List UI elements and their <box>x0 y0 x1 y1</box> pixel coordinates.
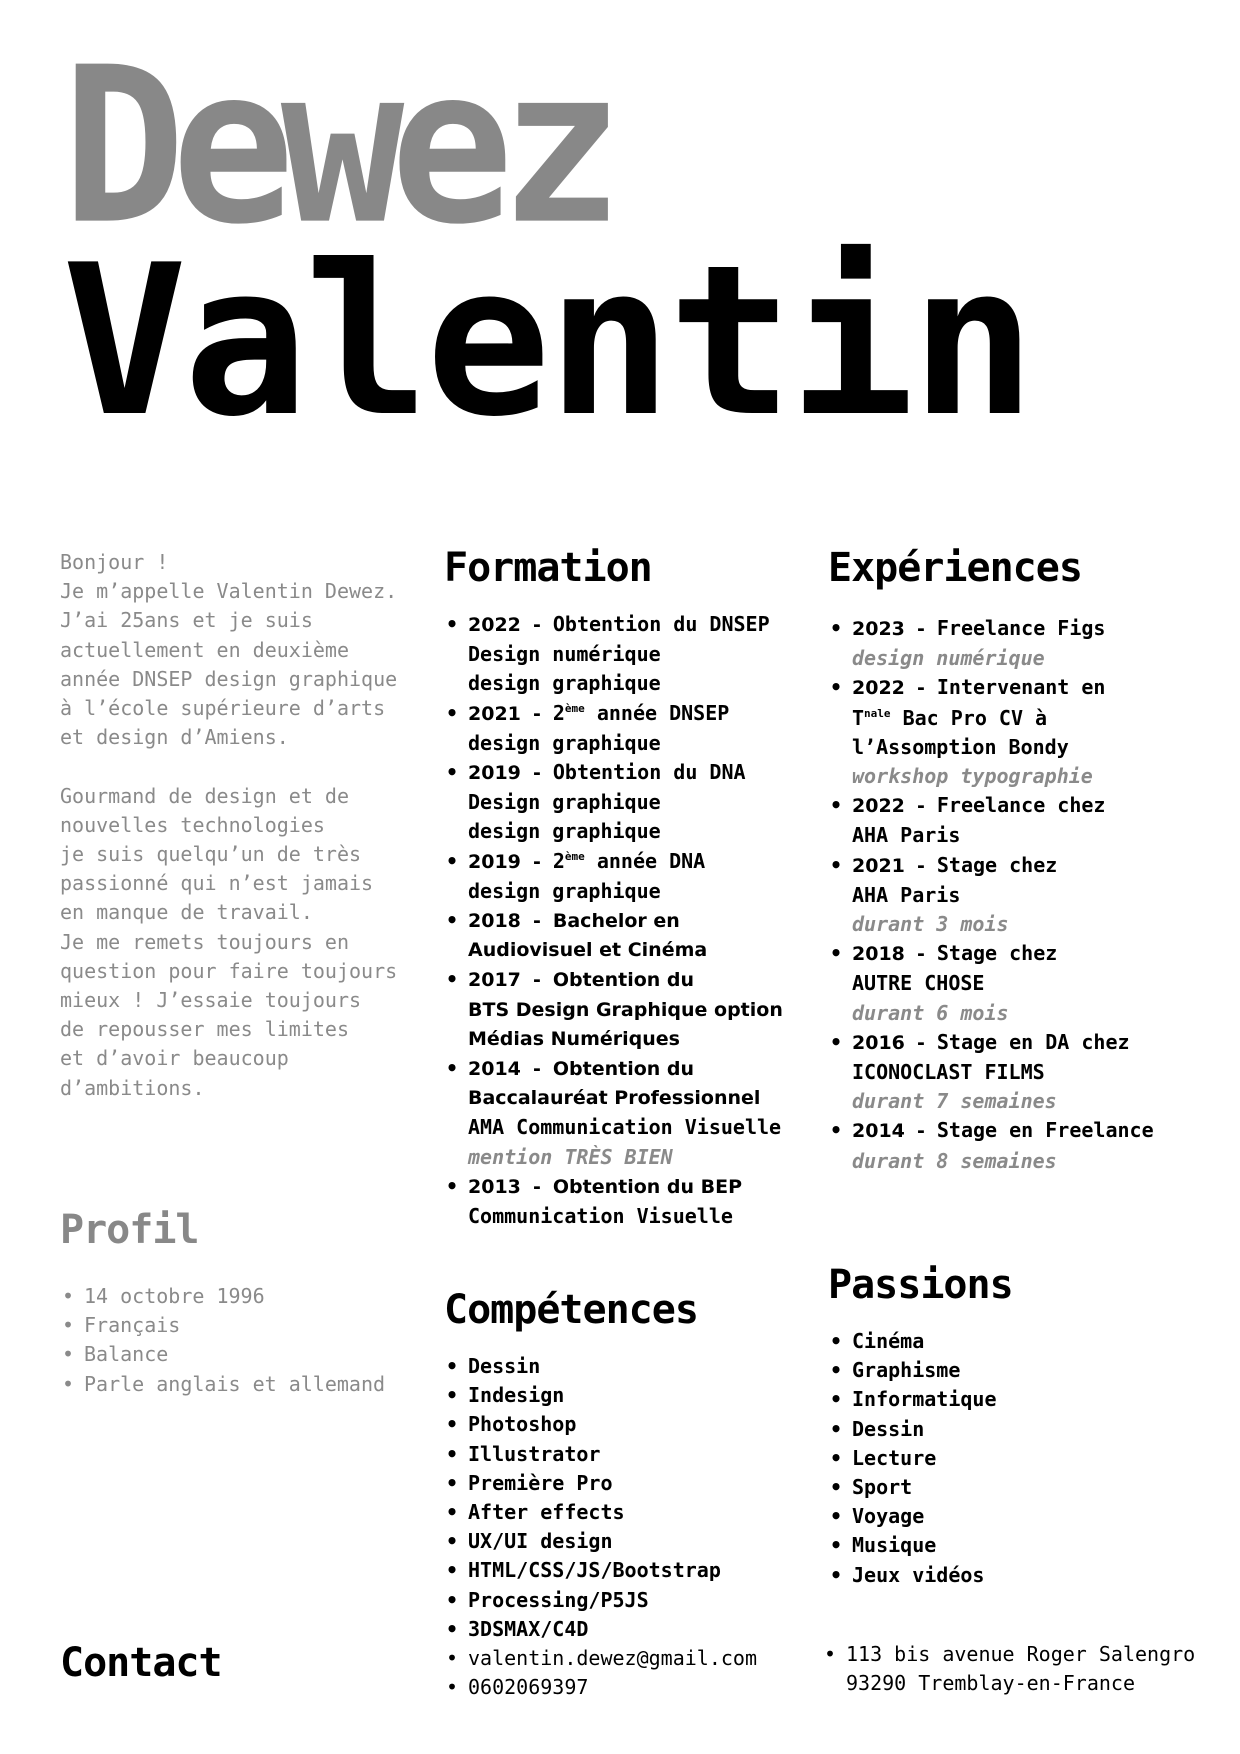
passion-item: • Sport <box>828 1473 1218 1502</box>
item-separator: - <box>532 702 541 725</box>
item-line: Obtention du DNA <box>552 760 746 785</box>
formation-item <box>444 906 824 965</box>
address-list <box>822 1640 1232 1698</box>
address-item <box>822 1640 1232 1698</box>
item-line-rest: Bac Pro CV à <box>890 705 1048 730</box>
item-separator: - <box>916 943 925 966</box>
formation-item <box>444 610 824 699</box>
profil-item: • Balance <box>60 1340 420 1369</box>
competence-item: • HTML/CSS/JS/Bootstrap <box>444 1556 824 1585</box>
competence-item: • Première Pro <box>444 1469 824 1498</box>
item-line: Communication Visuelle <box>468 1204 733 1229</box>
formation-item <box>444 1054 824 1172</box>
passions-section <box>828 1262 1218 1590</box>
item-line: Obtention du BEP <box>552 1175 743 1198</box>
item-line: Freelance Figs <box>936 616 1106 640</box>
item-line: Obtention du <box>552 969 695 992</box>
item-separator: - <box>532 910 541 933</box>
formation-item <box>444 699 824 758</box>
item-line: design graphique <box>468 671 661 696</box>
item-line: Obtention du <box>552 1058 695 1081</box>
item-note: durant 6 mois <box>852 1000 1009 1025</box>
item-separator: - <box>916 1120 925 1143</box>
item-line: design graphique <box>468 878 661 903</box>
passion-item: • Voyage <box>828 1502 1218 1531</box>
contact-list <box>444 1644 824 1702</box>
item-line: Stage chez <box>936 852 1058 877</box>
item-line: Médias Numériques <box>468 1027 680 1050</box>
item-note: mention TRÈS BIEN <box>468 1144 673 1169</box>
item-year: 2017 <box>468 969 521 992</box>
item-level: T <box>852 705 865 730</box>
item-note: design numérique <box>852 646 1045 671</box>
item-level-suffix: nale <box>864 706 891 720</box>
address-line-1: • 113 bis avenue Roger Salengro <box>846 1642 1196 1666</box>
passion-item: • Musique <box>828 1531 1218 1560</box>
experiences-section <box>828 545 1218 1176</box>
item-year: 2021 <box>468 702 521 725</box>
experience-item <box>828 939 1218 1028</box>
item-line: ICONOCLAST FILMS <box>852 1060 1045 1085</box>
item-year: 2022 <box>468 614 521 636</box>
experience-item <box>828 614 1218 673</box>
item-line <box>852 704 1218 733</box>
item-line: Baccalauréat Professionnel <box>468 1087 761 1110</box>
item-line: Audiovisuel et Cinéma <box>468 939 708 962</box>
item-ordinal: 2 <box>552 700 565 725</box>
item-year: 2022 <box>852 795 905 818</box>
profil-title: Profil <box>60 1207 199 1253</box>
item-line: Stage chez <box>936 941 1058 966</box>
item-separator: - <box>916 1031 925 1054</box>
item-note: durant 8 semaines <box>852 1148 1057 1173</box>
item-separator: - <box>916 854 925 877</box>
competences-title: Compétences <box>444 1287 698 1333</box>
competence-item: • UX/UI design <box>444 1527 824 1556</box>
item-line: BTS Design Graphique option <box>468 998 783 1021</box>
competence-item: • Illustrator <box>444 1440 824 1469</box>
passion-item: • Informatique <box>828 1385 1218 1414</box>
formation-item <box>444 1172 824 1231</box>
experiences-title: Expériences <box>828 545 1082 591</box>
item-year: 2019 <box>468 762 521 785</box>
passions-title: Passions <box>828 1262 1013 1308</box>
item-separator: - <box>916 677 925 700</box>
item-year: 2018 <box>852 943 905 966</box>
contact-email[interactable]: • valentin.dewez@gmail.com <box>444 1644 824 1673</box>
item-separator: - <box>532 614 541 636</box>
competence-item: • 3DSMAX/C4D <box>444 1615 824 1644</box>
contact-phone[interactable]: • 0602069397 <box>444 1673 824 1702</box>
passion-item: • Graphisme <box>828 1356 1218 1385</box>
item-note: durant 3 mois <box>852 912 1009 937</box>
item-year: 2018 <box>468 910 521 933</box>
item-line: Freelance chez <box>936 793 1106 818</box>
experience-item <box>828 1028 1218 1117</box>
item-year: 2022 <box>852 677 905 700</box>
item-line: l’Assomption Bondy <box>852 734 1069 759</box>
formation-title: Formation <box>444 545 652 591</box>
last-name-heading: Dewez <box>62 22 610 273</box>
experience-item <box>828 851 1218 940</box>
formation-item <box>444 847 824 906</box>
profil-item: • Parle anglais et allemand <box>60 1370 420 1399</box>
item-year: 2023 <box>852 618 905 640</box>
item-separator: - <box>916 795 925 818</box>
item-year: 2016 <box>852 1031 905 1054</box>
passion-item: • Jeux vidéos <box>828 1561 1218 1590</box>
profil-section <box>60 1207 420 1399</box>
experience-item <box>828 791 1218 850</box>
item-line: AHA Paris <box>852 882 961 907</box>
contact-title: Contact <box>60 1640 222 1686</box>
first-name-heading: Valentin <box>62 221 1032 463</box>
item-note: workshop typographie <box>852 764 1093 789</box>
item-ordinal-suffix: ème <box>564 701 585 715</box>
item-year: 2021 <box>852 854 905 877</box>
experience-item <box>828 1116 1218 1175</box>
passion-item: • Dessin <box>828 1415 1218 1444</box>
item-line: Design numérique <box>468 642 661 667</box>
competence-item: • Dessin <box>444 1352 824 1381</box>
competences-section <box>444 1287 824 1702</box>
formation-item <box>444 965 824 1054</box>
formation-section <box>444 545 824 1231</box>
item-year: 2013 <box>468 1175 521 1198</box>
competence-item: • Indesign <box>444 1381 824 1410</box>
passion-item: • Cinéma <box>828 1327 1218 1356</box>
item-separator: - <box>532 850 541 873</box>
competences-list <box>444 1352 824 1644</box>
item-line: design graphique <box>468 730 661 755</box>
item-year: 2014 <box>468 1058 521 1081</box>
competence-item: • After effects <box>444 1498 824 1527</box>
item-line: AUTRE CHOSE <box>852 971 985 996</box>
item-line: Stage en Freelance <box>936 1118 1154 1143</box>
experience-item <box>828 673 1218 791</box>
item-line: année DNA <box>584 848 706 873</box>
experiences-list <box>828 614 1218 1176</box>
item-separator: - <box>532 969 541 992</box>
item-ordinal-suffix: ème <box>564 849 585 863</box>
item-note: durant 7 semaines <box>852 1089 1057 1114</box>
item-line: Design graphique <box>468 790 661 815</box>
profil-list <box>60 1282 420 1399</box>
item-line: AHA Paris <box>852 823 961 848</box>
competence-item: • Photoshop <box>444 1410 824 1439</box>
item-line: Bachelor en <box>552 910 680 933</box>
item-year: 2014 <box>852 1120 905 1143</box>
item-line: Stage en DA chez <box>936 1029 1130 1054</box>
item-line: AMA Communication Visuelle <box>468 1115 782 1140</box>
item-separator: - <box>916 618 925 640</box>
item-separator: - <box>532 1175 541 1198</box>
intro-paragraph: Bonjour ! Je m’appelle Valentin Dewez. J’ai 25ans et je suis actuellement en deuxième année DNSEP design graphique à l’école supérieure d’arts et design d’Amiens. Gourmand de design et de nouvelles technologies je suis quelqu’un de très passionné qui n’est jamais en manque de travail. Je me remets toujours en question pour faire toujours mieux ! J’essaie toujours de repousser mes limites et d’avoir beaucoup d’ambitions. <box>60 550 398 1100</box>
address-line-2: 93290 Tremblay-en-France <box>846 1671 1135 1696</box>
item-separator: - <box>532 762 541 785</box>
item-separator: - <box>532 1058 541 1081</box>
formation-list <box>444 610 824 1231</box>
item-ordinal: 2 <box>552 848 565 873</box>
item-line: année DNSEP <box>584 700 730 725</box>
passion-item: • Lecture <box>828 1444 1218 1473</box>
contact-section <box>60 1640 222 1686</box>
item-line: Intervenant en <box>936 675 1106 700</box>
formation-item <box>444 758 824 847</box>
item-line: Obtention du DNSEP <box>552 612 770 636</box>
address-block <box>822 1640 1232 1698</box>
passions-list <box>828 1327 1218 1590</box>
item-year: 2019 <box>468 850 521 873</box>
profil-item: • Français <box>60 1311 420 1340</box>
item-line: design graphique <box>468 819 661 844</box>
competence-item: • Processing/P5JS <box>444 1586 824 1615</box>
profil-item: • 14 octobre 1996 <box>60 1282 420 1311</box>
